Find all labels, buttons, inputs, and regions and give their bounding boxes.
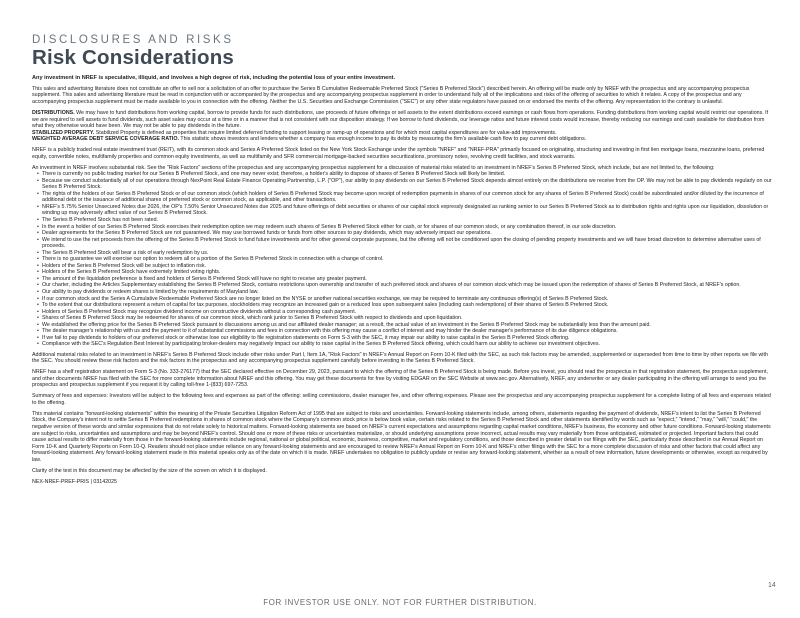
definition-term: STABILIZED PROPERTY. <box>32 129 95 136</box>
risk-item: • To the extent that our distributions represent a return of capital for tax purposes, stockholders may recognize an increased gain or a reduced loss upon subsequent sales (including cash redemptions) of their shares of Series B Preferred Stock. <box>38 302 772 309</box>
risk-item: • Because we conduct substantially all of our operations through NexPoint Real Estate Finance Operating Partnership, L.P. ("OP"), our ability to pay dividends on our Series B Preferred Stock depends almost entirely on the distributions we receive from the OP. We may not be able to pay dividends regularly on our Series B Preferred Stock. <box>38 178 772 191</box>
risk-item: • Compliance with the SEC's Regulation Best Interest by participating broker-dealers may negatively impact our ability to raise capital in the Series B Preferred Stock offering, which could harm our ability to achieve our investment objectives. <box>38 341 772 348</box>
risk-item: • If we fail to pay dividends to holders of our preferred stock or otherwise lose our eligibility to file registration statements on Form S-3 with the SEC, it may impair our ability to raise capital in the Series B Preferred Stock offering. <box>38 335 772 342</box>
risk-item: • The dealer manager's relationship with us and the payment to it of substantial commissions and fees in connection with this offering may cause a conflict of interest and may hinder the dealer manager's performance of its due diligence obligations. <box>38 328 772 335</box>
risk-item: • There is no guarantee we will exercise our option to redeem all or a portion of the Series B Preferred Stock in connection with a change of control. <box>38 256 772 263</box>
clarity-note: Clarity of the text in this document may be affected by the size of the screen on which it is displayed. <box>32 467 267 474</box>
risk-item: • NREF's 5.75% Senior Unsecured Notes due 2026, the OP's 7.50% Senior Unsecured Notes due 2025 and future offerings of debt securities or shares of our capital stock expressly designated as ranking senior to our Series B Preferred Stock as to distribution rights and rights upon our liquidation, dissolution or winding up may adversely affect value of our Series B Preferred Stock. <box>38 204 772 217</box>
risks-intro: An investment in NREF involves substantial risk. See the "Risk Factors" sections of the prospectus and any accompanying prospectus supplement for a discussion of material risks related to an investment in NREF's Series B Preferred Stock, which include, but are not limited to, the following: <box>32 164 715 171</box>
document-code: NEX-NREF-PREF-PRIS | 03142025 <box>32 478 117 485</box>
risk-item: • Dealer agreements for the Series B Preferred Stock are not guaranteed. We may use borrowed funds or funds from other sources to pay dividends, which may adversely impact our operations. <box>38 230 772 237</box>
fees-paragraph: Summary of fees and expenses: Investors will be subject to the following fees and expenses as part of the offering: selling commissions, dealer manager fee, and other offering expenses. Please see the prospectus and any accompanying prospectus supplement for a complete listing of all fees and expenses related to the offering. <box>32 393 771 406</box>
definition-text: This statistic shows investors and lenders whether a company has enough income to pay its debts by measuring the firm's available cash flow to pay current debt obligations. <box>178 136 587 143</box>
definition-term: WEIGHTED AVERAGE DEBT SERVICE COVERAGE RATIO. <box>32 136 179 143</box>
risk-item: • In the event a holder of our Series B Preferred Stock exercises their redemption option we may redeem such shares of Series B Preferred Stock either for cash, or for shares of our common stock, or any combination thereof, in our sole discretion. <box>38 224 772 231</box>
risk-item: • There is currently no public trading market for our Series B Preferred Stock, and one may never exist; therefore, a holder's ability to dispose of shares of Series B Preferred Stock will likely be limited. <box>38 171 772 178</box>
risk-item: • The amount of the liquidation preference is fixed and holders of Series B Preferred Stock will have no right to receive any greater payment. <box>38 276 772 283</box>
disclosures-page <box>32 34 772 490</box>
registration-paragraph: NREF has a shelf registration statement on Form S-3 (No. 333-276177) that the SEC declared effective on December 29, 2023, pursuant to which the offering of the Series B Preferred Stock is being made. Before you invest, you should read the prospectus in that registration statement, the prospectus supplement, and other documents NREF has filed with the SEC for more complete information about NREF and this offering. You may get these documents for free by visiting EDGAR on the SEC Website at www.sec.gov. Alternatively, NREF, any underwriter or any dealer participating in the offering will arrange to send you the prospectus and prospectus supplement if you request it by calling toll-free 1-(833) 697-7253. <box>32 369 768 389</box>
risk-item: • Our ability to pay dividends or redeem shares is limited by the requirements of Maryland law. <box>38 289 772 296</box>
risk-item: • The Series B Preferred Stock will bear a risk of early redemption by us. <box>38 250 772 257</box>
risk-item: • We intend to use the net proceeds from the offering of the Series B Preferred Stock to fund future investments and for other general corporate purposes, but the offering will not be conditioned upon the closing of pending property investments and we will have broad discretion to determine alternative uses of proceeds. <box>38 237 772 250</box>
definition-text: Stabilized Property is defined as properties that require limited deferred funding to support leasing or ramp-up of operations and for which most capital expenditures are for value-add improvements. <box>94 129 557 136</box>
lead-statement: Any investment in NREF is speculative, illiquid, and involves a high degree of risk, including the potential loss of your entire investment. <box>32 75 396 81</box>
risk-item: • Our charter, including the Articles Supplementary establishing the Series B Preferred Stock, contains restrictions upon ownership and transfer of such preferred stock and shares of our common stock which may be issued upon the redemption of shares of Series B Preferred Stock, at NREF's option. <box>38 282 772 289</box>
intro-paragraph: This sales and advertising literature does not constitute an offer to sell nor a solicitation of an offer to purchase the Series B Cumulative Redeemable Preferred Stock ("Series B Preferred Stock") described herein. An offering will be made only by NREF with the prospectus and any accompanying prospectus supplement. This sales and advertising literature must be read in conjunction with or accompanied by the prospectus and any accompanying prospectus supplement in order to understand fully all of the implications and risks of the offering of securities to which it relates. A copy of the prospectus and any accompanying prospectus supplement must be made available to you in connection with the offering. Neither the U.S. Securities and Exchange Commission ("SEC") or any other state regulators have passed on or endorsed the merits of the offering. Any representation to the contrary is unlawful. <box>32 85 750 106</box>
definitions-block <box>32 110 772 143</box>
section-kicker: DISCLOSURES AND RISKS <box>32 34 234 46</box>
risk-item: • We established the offering price for the Series B Preferred Stock pursuant to discussions among us and our affiliated dealer manager; as a result, the actual value of an investment in the Series B Preferred Stock may be substantially less than the amount paid. <box>38 322 772 329</box>
definition-text: We may have to fund distributions from working capital, borrow to provide funds for such distributions, use proceeds of future offerings or sell assets to the extent distributions exceed earnings or cash flows from operations. Funding distributions from working capital would restrict our operations. If we are required to sell assets to fund dividends, such asset sales may occur at a time or in a manner that is not consistent with our disposition strategy. If we borrow to fund dividends, our leverage ratios and future interest costs would increase, thereby reducing our earnings and cash available for distribution from what they otherwise would have been. We may not be able to pay dividends in the future. <box>32 109 769 130</box>
page-number: 14 <box>768 582 776 589</box>
risk-item: • Holders of the Series B Preferred Stock will be subject to inflation risk. <box>38 263 772 270</box>
risk-item: • If our common stock and the Series A Cumulative Redeemable Preferred Stock are no longer listed on the NYSE or another national securities exchange, we may be required to terminate any continuous offering(s) of Series B Preferred Stock. <box>38 296 772 303</box>
risk-item: • The rights of the holders of our Series B Preferred Stock or of our common stock (which holders of Series B Preferred Stock may become upon receipt of redemption payments in shares of our common stock for any shares of Series B Preferred Stock) could be subordinated and/or diluted by the incurrence of additional debt or the issuance of additional shares of preferred stock or common stock, as applicable, and other transactions. <box>38 191 772 204</box>
forward-looking-paragraph: This material contains "forward-looking statements" within the meaning of the Private Securities Litigation Reform Act of 1995 that are subject to risks and uncertainties. Forward-looking statements include, among others, statements regarding the payment of dividends, NREF's intent to list the Series B Preferred Stock, the Company's intent not to settle Series B Preferred redemptions in shares of common stock where the Company's common stock price is below book value, certain risks related to the Series B Preferred Stock and other statements identified by words such as "expect," "intend," "may," "will," "could," the negative version of these words and similar expressions that do not relate solely to historical matters. Forward-looking statements are based on NREF's current expectations and assumptions regarding capital market conditions, NREF's business, the economy and other future conditions. Forward-looking statements are subject to risks, uncertainties and assumptions and may be beyond NREF's control. Should one or more of these risks or uncertainties materialize, or should underlying assumptions prove incorrect, actual results may vary materially from those anticipated, estimated or projected. Important factors that could cause actual results to differ materially from those in the forward-looking statements include regional, national or global political, economic, business, competitive, market and regulatory conditions, and those described in greater detail in our filings with the SEC, particularly those described in our Annual Report on Form 10-K and Quarterly Reports on Form 10-Q. Readers should not place undue reliance on any forward-looking statements and are encouraged to review NREF's Annual Report on Form 10-K and NREF's other filings with the SEC for a more complete discussion of risks and other factors that could affect any forward-looking statement. Any forward-looking statement made in this material speaks only as of the date on which it is made. NREF undertakes no obligation to publicly update or revise any forward-looking statement, whether as a result of new information, future developments or otherwise, except as required by law. <box>32 410 771 463</box>
page-title: Risk Considerations <box>32 46 235 69</box>
additional-risks-paragraph: Additional material risks related to an investment in NREF's Series B Preferred Stock include other risks under Part I, Item 1A, "Risk Factors" in NREF's Annual Report on Form 10-K filed with the SEC, as such risk factors may be amended, supplemented or superseded from time to time by other reports we file with the SEC. You should review these risk factors and the risk factors in the prospectus and any accompanying prospectus supplement carefully before investing in the Series B Preferred Stock. <box>32 351 768 365</box>
risk-item: • Holders of the Series B Preferred Stock have extremely limited voting rights. <box>38 269 772 276</box>
definition-term: DISTRIBUTIONS. <box>32 109 75 116</box>
disclosure-body <box>32 75 772 485</box>
footer-notice: FOR INVESTOR USE ONLY. NOT FOR FURTHER DISTRIBUTION. <box>263 598 537 607</box>
company-paragraph: NREF is a publicly traded real estate investment trust (REIT), with its common stock and Series A Preferred Stock listed on the New York Stock Exchange under the symbols "NREF" and "NREF-PRA" primarily focused on originating, structuring and investing in first lien mortgage loans, mezzanine loans, preferred equity, convertible notes, multifamily properties and common equity investments, as well as multifamily and SFR commercial mortgage-backed securities securitizations, promissory notes, revolving credit facilities, and stock warrants. <box>32 147 765 160</box>
risk-item: • The Series B Preferred Stock has not been rated. <box>38 217 772 224</box>
risk-list <box>32 171 772 348</box>
risk-item: • Holders of Series B Preferred Stock may recognize dividend income on constructive dividends without a corresponding cash payment. <box>38 309 772 316</box>
risk-item: • Shares of Series B Preferred Stock may be redeemed for shares of our common stock, which rank junior to Series B Preferred Stock with respect to dividends and upon liquidation. <box>38 315 772 322</box>
